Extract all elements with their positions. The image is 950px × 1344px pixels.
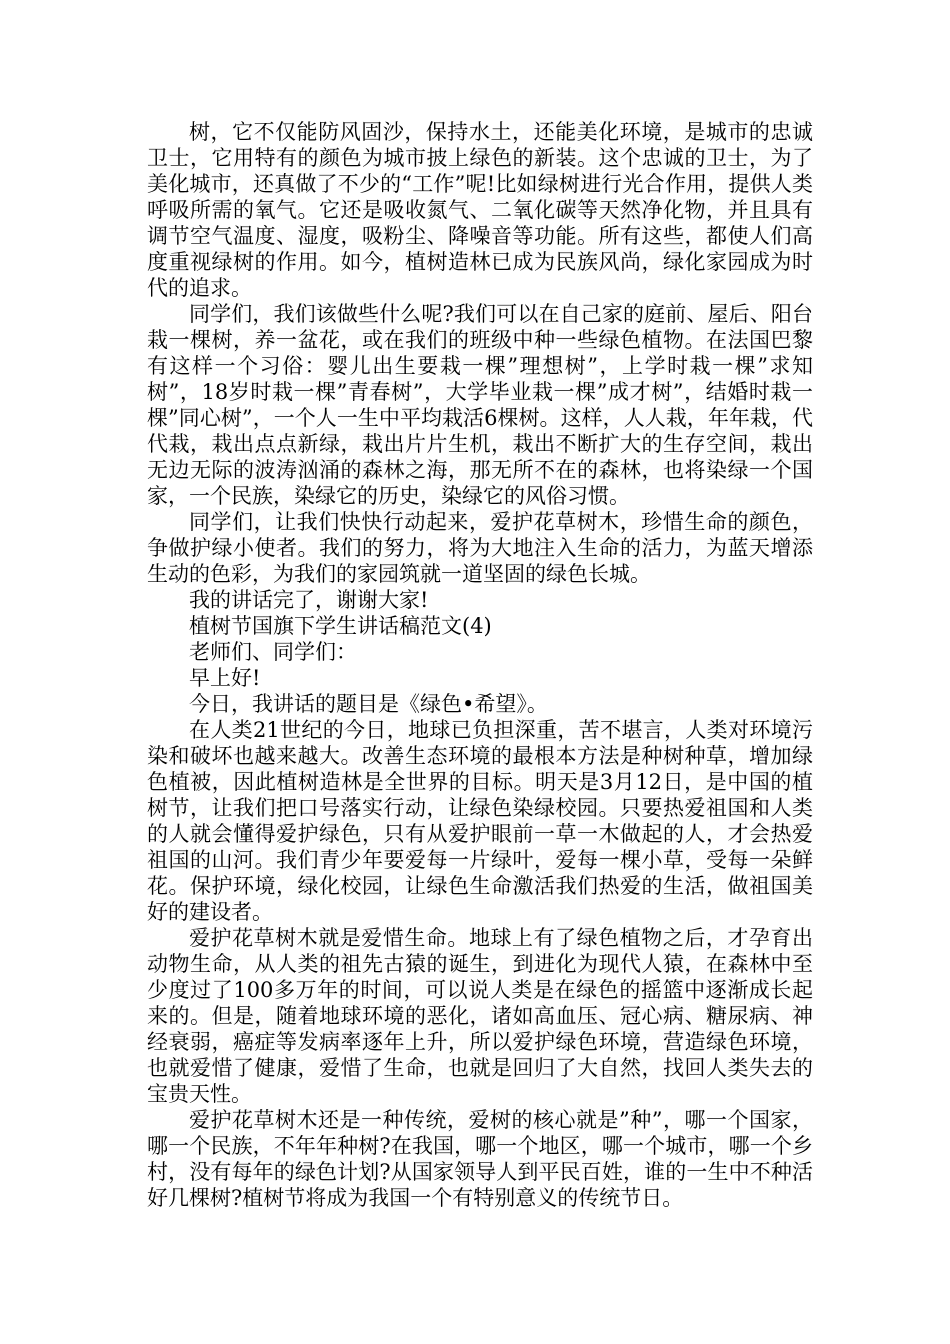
paragraph: 同学们，我们该做些什么呢?我们可以在自己家的庭前、屋后、阳台栽一棵树，养一盆花，或在我们的班级中种一些绿色植物。在法国巴黎有这样一个习俗：婴儿出生要栽一棵”理想树”，上学时栽一棵”求知树”，18岁时栽一棵”青春树”，大学毕业栽一棵”成才树”，结婚时栽一棵”同心树”，一个人一生中平均栽活6棵树。这样，人人栽，年年栽，代代栽，栽出点点新绿，栽出片片生机，栽出不断扩大的生存空间，栽出无边无际的波涛汹涌的森林之海，那无所不在的森林，也将染绿一个国家，一个民族，染绿它的历史，染绿它的风俗习惯。 [147,302,813,508]
salutation: 老师们、同学们： [189,640,357,664]
section-title: 植树节国旗下学生讲话稿范文(4) [189,614,492,638]
closing-line: 我的讲话完了，谢谢大家! [189,588,429,612]
greeting: 早上好! [189,666,261,690]
paragraph: 爱护花草树木就是爱惜生命。地球上有了绿色植物之后，才孕育出动物生命，从人类的祖先古猿的诞生，到进化为现代人猿，在森林中至少度过了100多万年的时间，可以说人类是在绿色的摇篮中逐渐成长起来的。但是，随着地球环境的恶化，诸如高血压、冠心病、糖尿病、神经衰弱，癌症等发病率逐年上升，所以爱护绿色环境，营造绿色环境，也就爱惜了健康，爱惜了生命，也就是回归了大自然，找回人类失去的宝贵天性。 [147,926,813,1106]
document-body [147,119,813,1211]
paragraph: 同学们，让我们快快行动起来，爱护花草树木，珍惜生命的颜色，争做护绿小使者。我们的努力，将为大地注入生命的活力，为蓝天增添生动的色彩，为我们的家园筑就一道坚固的绿色长城。 [147,510,813,586]
paragraph: 在人类21世纪的今日，地球已负担深重，苦不堪言，人类对环境污染和破坏也越来越大。改善生态环境的最根本方法是种树种草，增加绿色植被，因此植树造林是全世界的目标。明天是3月12日，是中国的植树节，让我们把口号落实行动，让绿色染绿校园。只要热爱祖国和人类的人就会懂得爱护绿色，只有从爱护眼前一草一木做起的人，才会热爱祖国的山河。我们青少年要爱每一片绿叶，爱每一棵小草，受每一朵鲜花。保护环境，绿化校园，让绿色生命激活我们热爱的生活，做祖国美好的建设者。 [147,718,813,924]
paragraph: 树，它不仅能防风固沙，保持水土，还能美化环境，是城市的忠诚卫士，它用特有的颜色为城市披上绿色的新装。这个忠诚的卫士，为了美化城市，还真做了不少的“工作”呢!比如绿树进行光合作用，提供人类呼吸所需的氧气。它还是吸收氮气、二氧化碳等天然净化物，并且具有调节空气温度、湿度，吸粉尘、降噪音等功能。所有这些，都使人们高度重视绿树的作用。如今，植树造林已成为民族风尚，绿化家园成为时代的追求。 [147,120,813,300]
paragraph: 爱护花草树木还是一种传统，爱树的核心就是”种”，哪一个国家，哪一个民族，不年年种树?在我国，哪一个地区，哪一个城市，哪一个乡村，没有每年的绿色计划?从国家领导人到平民百姓，谁的一生中不种活好几棵树?植树节将成为我国一个有特别意义的传统节日。 [147,1108,813,1210]
speech-topic: 今日，我讲话的题目是《绿色•希望》。 [189,692,548,716]
